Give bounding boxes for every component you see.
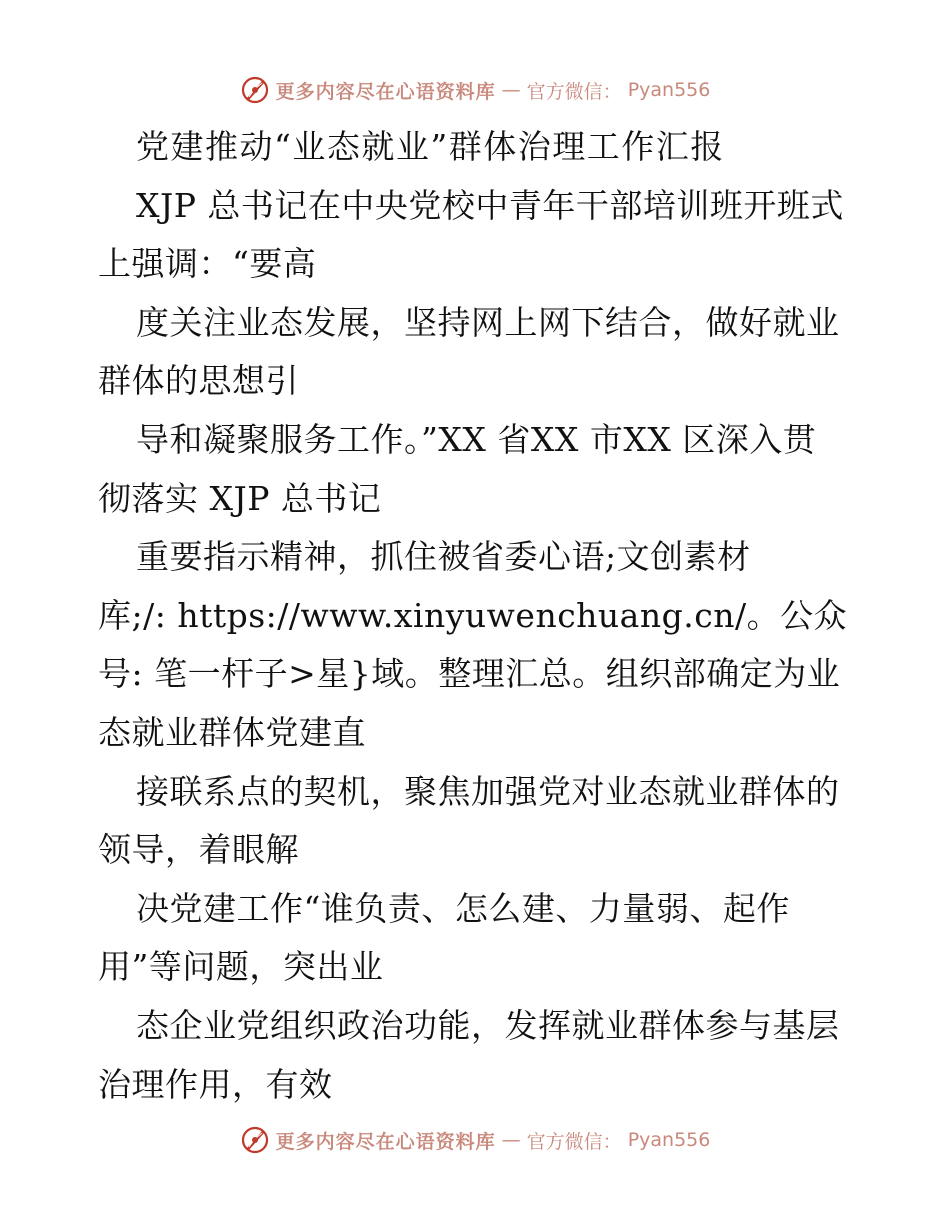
paragraph-line: 度关注业态发展，坚持网上网下结合，做好就业 [136, 302, 840, 342]
paragraph-line: 号: 笔一杆子>星}域。整理汇总。组织部确定为业 [98, 654, 841, 694]
paragraph-line: XJP 总书记在中央党校中青年干部培训班开班式 [136, 185, 844, 225]
watermark-banner-bottom [0, 1122, 950, 1158]
paragraph-line: 接联系点的契机，聚焦加强党对业态就业群体的 [136, 771, 840, 811]
paragraph-line-with-url: 库;/: https://www.xinyuwenchuang.cn/。公众 [98, 595, 848, 635]
watermark-wechat-label: 官方微信： [526, 1130, 622, 1153]
paragraph-line: 态就业群体党建直 [98, 712, 366, 752]
watermark-wechat-label: 官方微信： [526, 80, 622, 103]
watermark-main-text: 更多内容尽在心语资料库 [275, 80, 496, 103]
paragraph-line: 领导，着眼解 [98, 830, 299, 870]
paragraph-line: 治理作用，有效 [98, 1064, 333, 1104]
paragraph-line: 彻落实 XJP 总书记 [98, 478, 382, 518]
watermark-wechat-id: Pyan556 [627, 79, 711, 101]
quill-logo-icon [240, 1125, 270, 1155]
paragraph-line: 决党建工作“谁负责、怎么建、力量弱、起作 [136, 888, 790, 928]
watermark-main-text: 更多内容尽在心语资料库 [275, 1130, 496, 1153]
watermark-banner-top [0, 72, 950, 108]
watermark-separator: — [501, 1129, 521, 1151]
paragraph-line: 上强调：“要高 [98, 244, 317, 284]
watermark-wechat-id: Pyan556 [627, 1129, 711, 1151]
paragraph-line: 导和凝聚服务工作。”XX 省XX 市XX 区深入贯 [136, 419, 817, 459]
paragraph-line: 用”等问题，突出业 [98, 947, 384, 987]
paragraph-line: 态企业党组织政治功能，发挥就业群体参与基层 [136, 1005, 840, 1045]
quill-logo-icon [240, 75, 270, 105]
paragraph-line: 重要指示精神，抓住被省委心语;文创素材 [136, 537, 751, 577]
document-title: 党建推动“业态就业”群体治理工作汇报 [136, 127, 725, 166]
document-body [98, 118, 850, 1114]
watermark-separator: — [501, 79, 521, 101]
paragraph-line: 群体的思想引 [98, 361, 299, 401]
